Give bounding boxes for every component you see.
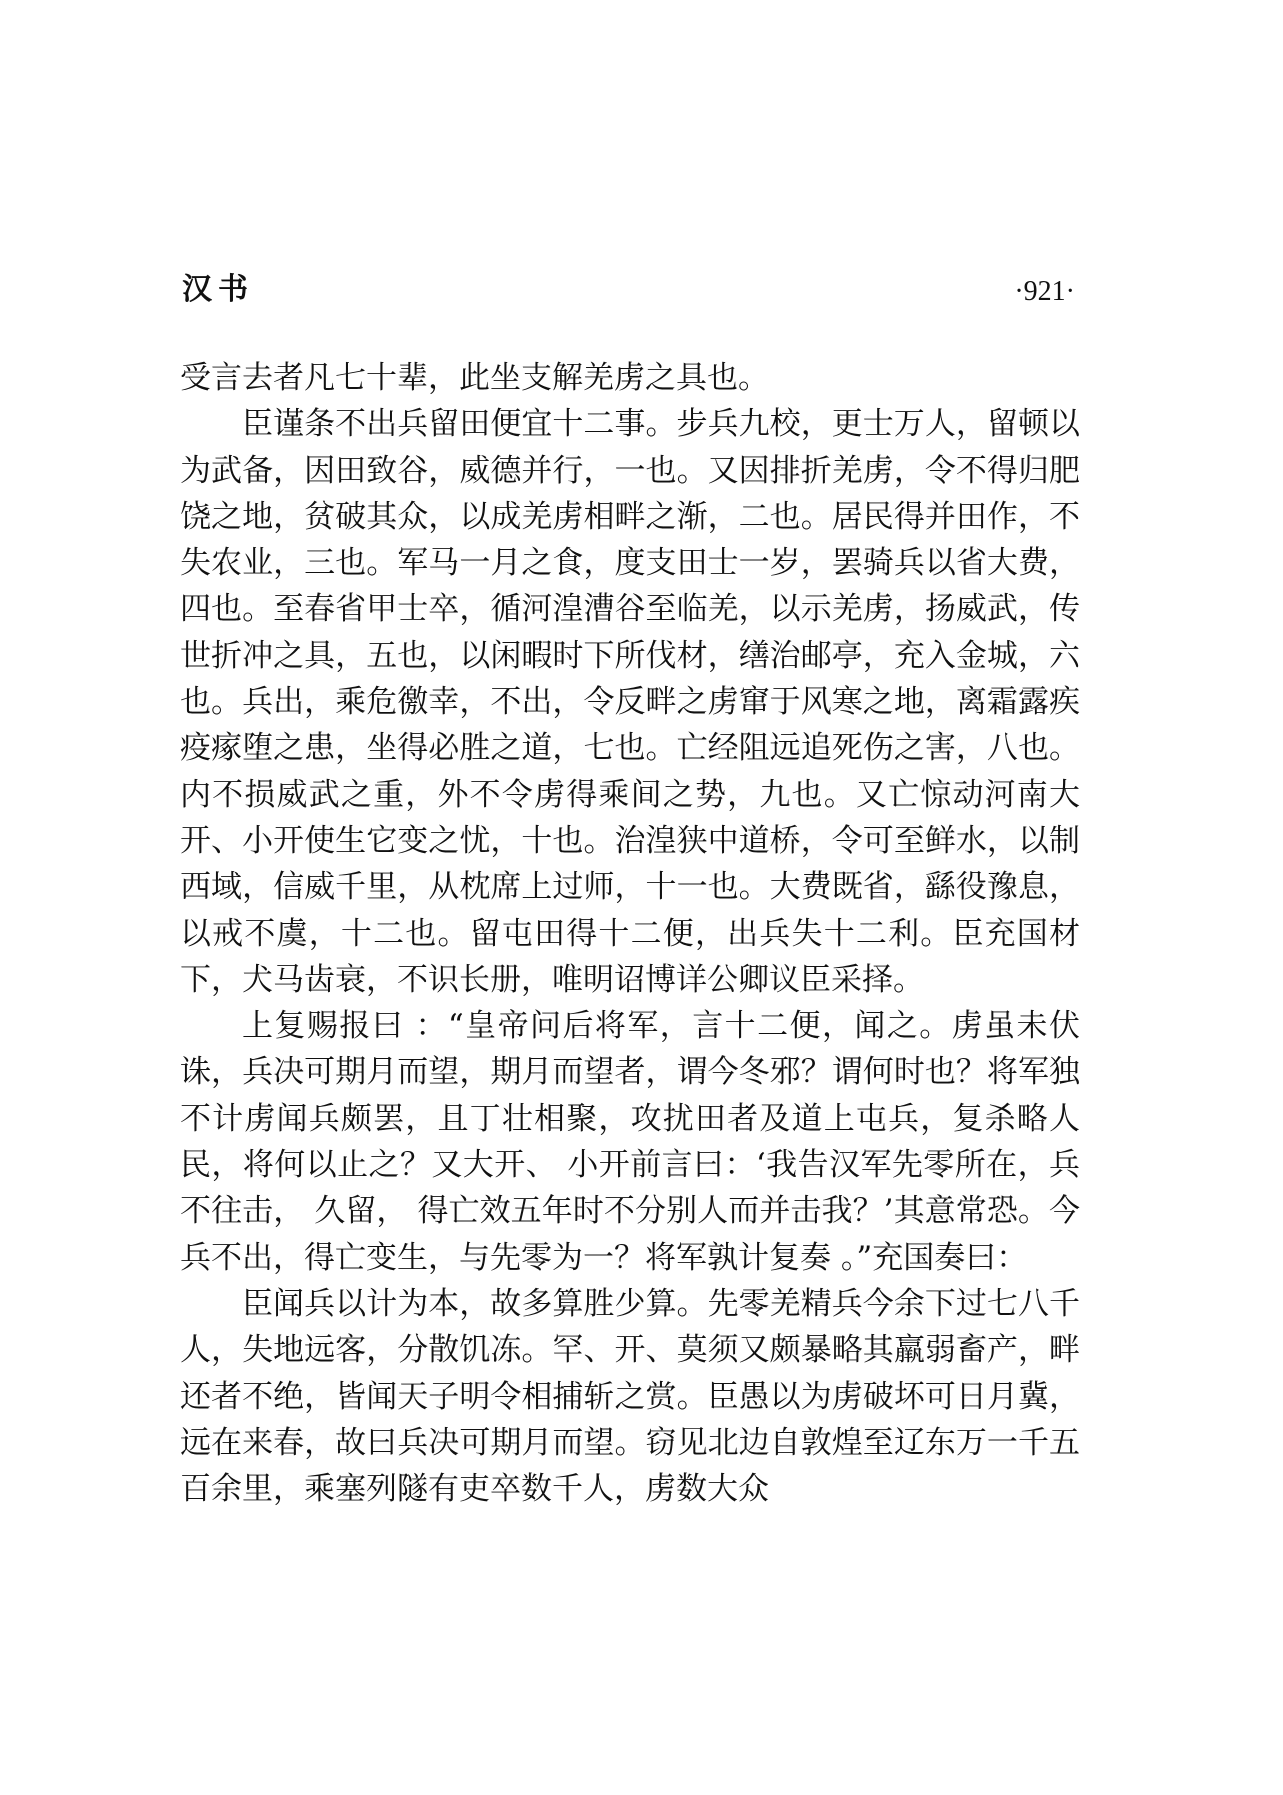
paragraph-2: 臣谨条不出兵留田便宜十二事。步兵九校，更士万人，留顿以为武备，因田致谷，威德并行，一也。又因排折羌虏，令不得归肥饶之地，贫破其众，以成羌虏相畔之渐，二也。居民得并田作，不失农业，三也。军马一月之食，度支田士一岁，罢骑兵以省大费，四也。至春省甲士卒，循河湟漕谷至临羌，以示羌虏，扬威武，传世折冲之具，五也，以闲暇时下所伐材，缮治邮亭，充入金城，六也。兵出，乘危徼幸，不出，令反畔之虏窜于风寒之地，离霜露疾疫瘃堕之患，坐得必胜之道，七也。亡经阻远追死伤之害，八也。内不损威武之重，外不令虏得乘间之势，九也。又亡惊动河南大开、小开使生它变之忧，十也。治湟狭中道桥，令可至鲜水，以制西域，信威千里，从枕席上过师，十一也。大费既省，繇役豫息，以戒不虞，十二也。留屯田得十二便，出兵失十二利。臣充国材下，犬马齿衰，不识长册，唯明诏博详公卿议臣采择。 xyxy=(180,406,1080,998)
paragraph-3: 上复赐报曰 ：“皇帝问后将军，言十二便，闻之。虏虽未伏诛，兵决可期月而望，期月而望者，谓今冬邪？谓何时也？将军独不计虏闻兵颇罢，且丁壮相聚，攻扰田者及道上屯兵，复杀略人民，将何以止之？又大开、 小开前言曰：‘我告汉军先零所在，兵不往击， 久留， 得亡效五年时不分别人而并击我？’其意常恐。今兵不出，得亡变生，与先零为一？将军孰计复奏 。”充国奏曰： xyxy=(180,1008,1080,1276)
running-header-title: 汉书 xyxy=(182,272,254,307)
page-number: ·921· xyxy=(1014,276,1075,307)
paragraph-1: 受言去者凡七十辈，此坐支解羌虏之具也。 xyxy=(180,360,769,396)
paragraph-4: 臣闻兵以计为本，故多算胜少算。先零羌精兵今余下过七八千人，失地远客，分散饥冻。罕、开、莫须又颇暴略其羸弱畜产，畔还者不绝，皆闻天子明令相捕斩之赏。臣愚以为虏破坏可日月冀，远在来春，故曰兵决可期月而望。窃见北边自敦煌至辽东万一千五百余里，乘塞列隧有吏卒数千人，虏数大众 xyxy=(180,1285,1080,1508)
body-text xyxy=(180,355,1080,1512)
